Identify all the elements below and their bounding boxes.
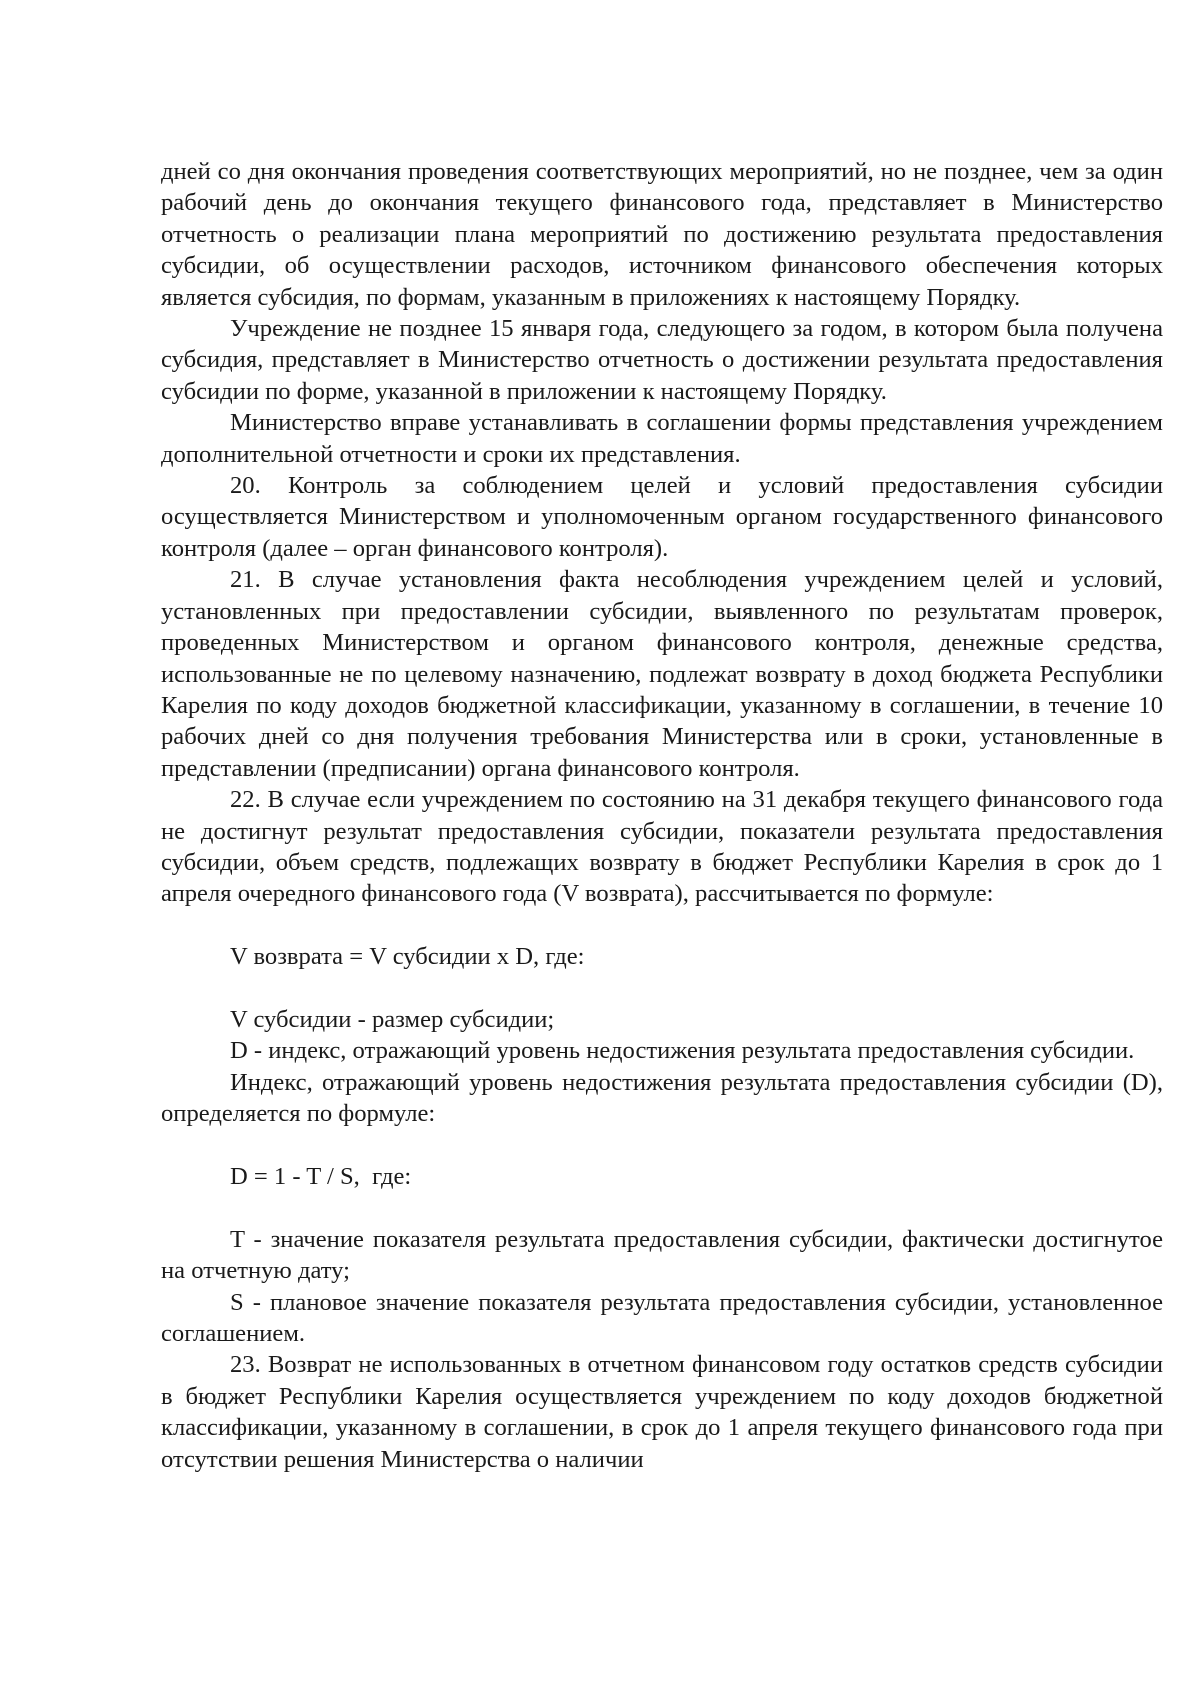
spacer bbox=[161, 1130, 1163, 1161]
formula-d-index: D = 1 - T / S, где: bbox=[230, 1162, 412, 1190]
definition-t-value: T - значение показателя результата предоставления субсидии, фактически достигнутое на отчетную дату; bbox=[161, 1225, 1163, 1285]
spacer bbox=[161, 910, 1163, 941]
definition-v-subsidy: V субсидии - размер субсидии; bbox=[230, 1005, 555, 1033]
document-body bbox=[161, 156, 1163, 1475]
paragraph-additional-reporting: Министерство вправе устанавливать в соглашении формы представления учреждением дополнительной отчетности и сроки их представления. bbox=[161, 409, 1163, 468]
spacer bbox=[161, 1192, 1163, 1223]
paragraph-reporting-deadline: дней со дня окончания проведения соответствующих мероприятий, но не позднее, чем за один рабочий день до окончания текущего финансового года, представляет в Министерство отчетность о реализации плана мероприятий по достижению результата предоставления субсидии, об осуществлении расходов, источником финансового обеспечения которых является субсидия, по формам, указанным в приложениях к настоящему Порядку. bbox=[161, 158, 1163, 311]
paragraph-20-control: 20. Контроль за соблюдением целей и условий предоставления субсидии осуществляется Министерством и уполномоченным органом государственного финансового контроля (далее – орган финансового контроля). bbox=[161, 472, 1163, 562]
paragraph-23-unused-funds: 23. Возврат не использованных в отчетном финансовом году остатков средств субсидии в бюджет Республики Карелия осуществляется учреждением по коду доходов бюджетной классификации, указанному в соглашении, в срок до 1 апреля текущего финансового года при отсутствии решения Министерства о наличии bbox=[161, 1351, 1163, 1473]
paragraph-22-result-not-achieved: 22. В случае если учреждением по состоянию на 31 декабря текущего финансового года не достигнут результат предоставления субсидии, показатели результата предоставления субсидии, объем средств, подлежащих возврату в бюджет Республики Карелия в срок до 1 апреля очередного финансового года (V возврата), рассчитывается по формуле: bbox=[161, 786, 1163, 908]
definition-s-value: S - плановое значение показателя результата предоставления субсидии, установленное соглашением. bbox=[161, 1288, 1163, 1347]
paragraph-21-violation-return: 21. В случае установления факта несоблюдения учреждением целей и условий, установленных при предоставлении субсидии, выявленного по результатам проверок, проведенных Министерством и органом финансового контроля, денежные средства, использованные не по целевому назначению, подлежат возврату в доход бюджета Республики Карелия по коду доходов бюджетной классификации, указанному в соглашении, в течение 10 рабочих дней со дня получения требования Министерства или в сроки, установленные в представлении (предписании) органа финансового контроля. bbox=[161, 566, 1163, 782]
definition-d-index: D - индекс, отражающий уровень недостижения результата предоставления субсидии. bbox=[230, 1037, 1135, 1065]
spacer bbox=[161, 973, 1163, 1004]
paragraph-annual-report: Учреждение не позднее 15 января года, следующего за годом, в котором была получена субсидия, представляет в Министерство отчетность о достижении результата предоставления субсидии по форме, указанной в приложении к настоящему Порядку. bbox=[161, 315, 1163, 405]
formula-v-return: V возврата = V субсидии x D, где: bbox=[230, 943, 585, 971]
paragraph-d-formula-intro: Индекс, отражающий уровень недостижения результата предоставления субсидии (D), определяется по формуле: bbox=[161, 1068, 1163, 1128]
